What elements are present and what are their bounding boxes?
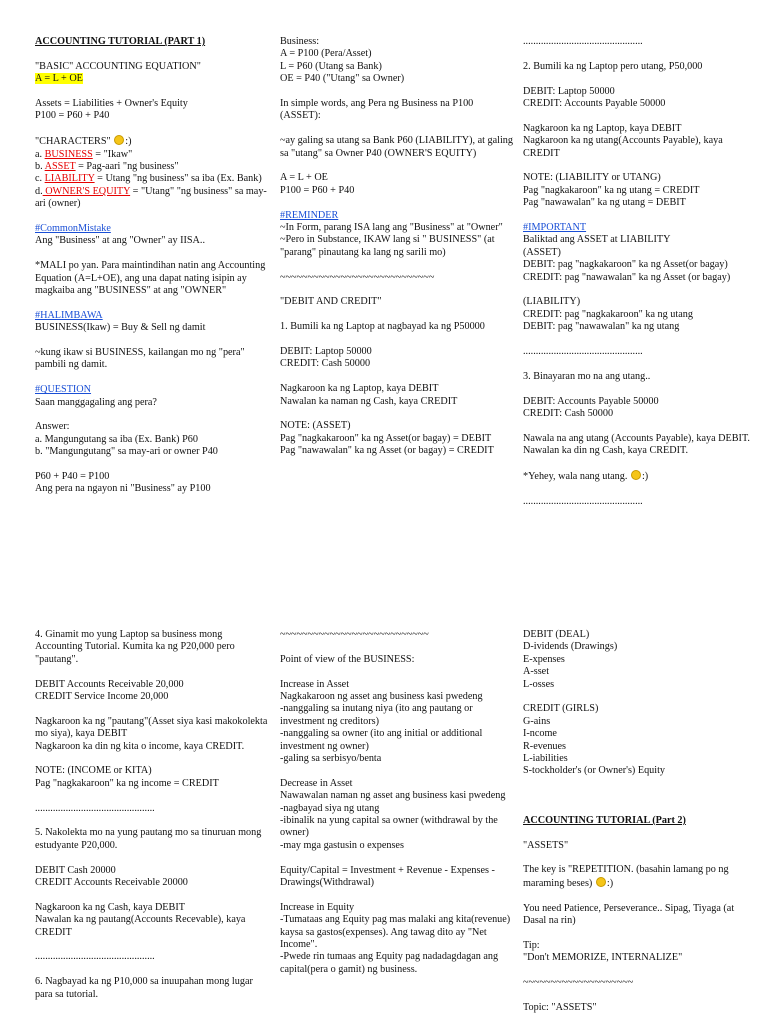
explanation-3: [523, 433, 758, 458]
text-line: L-osses: [523, 678, 555, 690]
emoticon-text: :): [125, 136, 132, 148]
text-line: S-tockholder's (or Owner's) Equity: [523, 765, 666, 777]
example-1-title: 1. Bumili ka ng Laptop at nagbayad ka ng P50000: [280, 321, 485, 333]
smiley-icon: [596, 877, 606, 887]
journal-entry-4: [35, 679, 270, 704]
term-definition: = Utang "ng business" sa iba (Ex. Bank): [94, 173, 262, 185]
text-line: -nagbayad siya ng utang: [280, 802, 380, 814]
text-line: DEBIT: Accounts Payable 50000: [523, 395, 659, 407]
text-line: Pag "nagkakaroon" ka ng utang = CREDIT: [523, 184, 700, 196]
text-line: ~In Form, parang ISA lang ang "Business" at "Owner": [280, 222, 503, 234]
text-line: DEBIT (DEAL): [523, 629, 590, 640]
example-4-title: 4. Ginamit mo yung Laptop sa business mong Accounting Tutorial. Kumita ka ng P20,000 pero "pautang".: [35, 629, 235, 665]
list-marker: d.: [35, 185, 43, 197]
explanation-2: [523, 123, 758, 160]
equation-heading: "BASIC" ACCOUNTING EQUATION": [35, 60, 201, 72]
text-line: D-ividends (Drawings): [523, 641, 618, 653]
text-line: CREDIT Accounts Receivable 20000: [35, 877, 188, 889]
dotted-divider: ...............................................: [35, 951, 155, 963]
text-line: CREDIT: Cash 50000: [523, 408, 614, 420]
tilde-divider: ~~~~~~~~~~~~~~~~~~~~: [523, 977, 634, 989]
halimbawa-block: [35, 310, 270, 335]
text-line: Increase in Asset: [280, 678, 350, 690]
text-line: CREDIT Service Income 20,000: [35, 691, 169, 703]
text-paragraph: ~kung ikaw si BUSINESS, kailangan mo ng "pera" pambili ng damit.: [35, 347, 245, 371]
equation-highlight: A = L + OE: [35, 73, 83, 85]
text-line: Nagkaroon ka ng utang(Accounts Payable), kaya CREDIT: [523, 135, 723, 159]
text-paragraph: ~ay galing sa utang sa Bank P60 (LIABILITY), at galing sa "utang" sa Owner P40 (OWNER'S EQUITY): [280, 135, 513, 159]
business-values: [280, 36, 515, 86]
text-line: Answer:: [35, 421, 70, 433]
equation-repeat: [280, 172, 515, 197]
example-2-title: 2. Bumili ka ng Laptop pero utang, P50,000: [523, 60, 703, 72]
text-line: P100 = P60 + P40: [35, 110, 110, 122]
text-line: b. "Mangungutang" sa may-ari or owner P40: [35, 446, 218, 458]
tilde-divider: ~~~~~~~~~~~~~~~~~~~~~~~~~~~: [280, 629, 429, 640]
text-line: P100 = P60 + P40: [280, 184, 355, 196]
hashtag-question[interactable]: #QUESTION: [35, 384, 92, 396]
note-asset: [280, 420, 515, 457]
text-line: CREDIT: Cash 50000: [280, 358, 371, 370]
column-3-bottom: [523, 629, 758, 1014]
text-paragraph: In simple words, ang Pera ng Business na P100 (ASSET):: [280, 98, 474, 122]
journal-entry-5: [35, 865, 270, 890]
text-line: ~Pero in Substance, IKAW lang si " BUSINESS" (at "parang" pinautang ka lang ng sarili mo): [280, 234, 495, 258]
topic-line: Topic: "ASSETS": [523, 1001, 597, 1013]
question-block: [35, 384, 270, 409]
credit-girls-block: [523, 703, 758, 777]
text-line: Nawala na ang utang (Accounts Payable), kaya DEBIT.: [523, 432, 750, 444]
term-definition: = Pag-aari "ng business": [75, 161, 179, 173]
note-income: [35, 765, 270, 790]
emoticon-text: :): [606, 877, 614, 889]
reminder-block: [280, 210, 515, 260]
hashtag-common-mistake[interactable]: #CommonMistake: [35, 223, 111, 235]
text-line: I-ncome: [523, 728, 557, 740]
text-line: Tip:: [523, 939, 540, 951]
text-line: Increase in Equity: [280, 901, 355, 913]
yehey-line: [523, 470, 758, 483]
journal-entry-2: [523, 86, 758, 111]
text-line: G-ains: [523, 715, 551, 727]
text-line: Nagkaroon ka ng "pautang"(Asset siya kasi makokolekta mo siya), kaya DEBIT: [35, 715, 268, 740]
text-line: R-evenues: [523, 740, 566, 752]
example-5-title: 5. Nakolekta mo na yung pautang mo sa tinuruan mong estudyante P20,000.: [35, 827, 262, 851]
text-line: Assets = Liabilities + Owner's Equity: [35, 98, 188, 109]
dotted-divider: ...............................................: [523, 495, 643, 507]
hashtag-reminder[interactable]: #REMINDER: [280, 209, 339, 221]
mistake-explanation: *MALI po yan. Para maintindihan natin ang Accounting Equation (A=L+OE), ang una dapat nating isipin ay magkaiba ang "BUSINESS" at ang "OWNER": [35, 260, 266, 297]
term-liability: LIABILITY: [44, 173, 95, 185]
text-line: A = P100 (Pera/Asset): [280, 48, 372, 60]
text-line: Nagkaroon ka ng Laptop, kaya DEBIT: [280, 383, 439, 395]
characters-heading: "CHARACTERS": [35, 136, 111, 148]
text-line: "Don't MEMORIZE, INTERNALIZE": [523, 952, 683, 964]
characters-block: [35, 135, 270, 210]
text-line: DEBIT: Laptop 50000: [280, 346, 372, 358]
section-heading: "DEBIT AND CREDIT": [280, 296, 382, 308]
dotted-divider: ...............................................: [35, 802, 155, 814]
text-line: (ASSET): [523, 246, 561, 258]
text-line: "ASSETS": [523, 839, 569, 851]
text-line: Pag "nawawalan" ka ng Asset (or bagay) = CREDIT: [280, 445, 494, 457]
text-line: DEBIT Accounts Receivable 20,000: [35, 678, 184, 690]
text-line: -may mga gastusin o expenses: [280, 839, 404, 851]
sum-block: [35, 471, 270, 496]
debit-deal-block: [523, 629, 758, 691]
text-line: Nawalan ka din ng Cash, kaya CREDIT.: [523, 445, 689, 457]
text-line: DEBIT: pag "nawawalan" ka ng utang: [523, 321, 680, 333]
text-line: Nawalan ka ng pautang(Accounts Recevable), kaya CREDIT: [35, 914, 246, 938]
text-line: Nagkakaroon ng asset ang business kasi pwedeng: [280, 691, 483, 702]
text-line: E-xpenses: [523, 653, 565, 665]
term-owners-equity: OWNER'S EQUITY: [42, 185, 131, 197]
text-line: -Pwede rin tumaas ang Equity pag nadadagdagan ang capital(pera o gamit) ng business.: [280, 951, 499, 975]
term-asset: ASSET: [44, 161, 76, 173]
text-line: NOTE: (INCOME or KITA): [35, 765, 152, 777]
column-2-bottom: [280, 629, 515, 976]
example-3-title: 3. Binayaran mo na ang utang..: [523, 370, 651, 382]
text-line: Pag "nagkakaroon" ka ng income = CREDIT: [35, 777, 219, 789]
text-line: Nawawalan naman ng asset ang business kasi pwedeng: [280, 790, 506, 802]
equation-block: [35, 61, 270, 86]
text-line: A-sset: [523, 666, 550, 678]
text-line: L = P60 (Utang sa Bank): [280, 60, 382, 72]
decrease-asset-block: [280, 778, 515, 852]
text-line: CREDIT: pag "nagkakaroon" ka ng utang: [523, 308, 693, 320]
hashtag-halimbawa[interactable]: #HALIMBAWA: [35, 309, 103, 321]
term-definition: = "Utang" "ng business" sa may-ari (owner): [35, 185, 267, 210]
explanation-4: [35, 716, 270, 753]
text-line: Nagkaroon ka ng Laptop, kaya DEBIT: [523, 122, 682, 134]
text-line: Nagkaroon ka din ng kita o income, kaya CREDIT.: [35, 740, 245, 752]
text-line: -galing sa serbisyo/benta: [280, 753, 382, 765]
text-line: CREDIT: pag "nawawalan" ka ng Asset (or bagay): [523, 271, 731, 283]
page-title: ACCOUNTING TUTORIAL (PART 1): [35, 36, 206, 47]
smiley-icon: [114, 135, 124, 145]
text-line: (LIABILITY): [523, 296, 581, 308]
text-paragraph: You need Patience, Perseverance.. Sipag, Tiyaga (at Dasal na rin): [523, 902, 735, 927]
dotted-divider: ...............................................: [523, 36, 643, 47]
text-line: *Yehey, wala nang utang.: [523, 471, 628, 483]
text-line: Baliktad ang ASSET at LIABILITY: [523, 234, 671, 246]
increase-asset-block: [280, 679, 515, 766]
column-3-top: [523, 36, 758, 508]
text-line: A = L + OE: [280, 172, 328, 184]
list-marker: c.: [35, 173, 45, 185]
column-1-top: [35, 36, 270, 496]
text-line: Pag "nawawalan" ka ng utang = DEBIT: [523, 197, 686, 209]
text-line: -ibinalik na yung capital sa owner (withdrawal by the owner): [280, 815, 498, 839]
text-line: NOTE: (ASSET): [280, 420, 351, 432]
answer-block: [35, 421, 270, 458]
liability-rules: [523, 296, 758, 333]
emoticon-text: :): [641, 471, 649, 483]
text-line: DEBIT Cash 20000: [35, 864, 116, 876]
example-6-title: 6. Nagbayad ka ng P10,000 sa inuupahan mong lugar para sa tutorial.: [35, 976, 253, 1000]
hashtag-important[interactable]: #IMPORTANT: [523, 222, 587, 234]
journal-entry-3: [523, 396, 758, 421]
dotted-divider: ...............................................: [523, 346, 643, 358]
key-repetition: [523, 864, 758, 890]
text-line: -Tumataas ang Equity pag mas malaki ang kita(revenue) kaysa sa gastos(expenses). Ang tawag dito ay "Net Income".: [280, 914, 511, 951]
explanation-1: [280, 383, 515, 408]
text-line: Decrease in Asset: [280, 777, 353, 789]
tip-block: [523, 940, 758, 965]
term-business: BUSINESS: [44, 148, 93, 160]
text-line: Ang "Business" at ang "Owner" ay IISA..: [35, 235, 205, 247]
equity-formula: Equity/Capital = Investment + Revenue - Expenses - Drawings(Withdrawal): [280, 864, 495, 889]
equation-expanded: [35, 98, 270, 123]
term-definition: = "Ikaw": [92, 148, 133, 160]
text-line: OE = P40 ("Utang" sa Owner): [280, 73, 405, 85]
section-heading: Point of view of the BUSINESS:: [280, 653, 415, 665]
text-line: Nagkaroon ka ng Cash, kaya DEBIT: [35, 901, 185, 913]
important-block: [523, 222, 758, 284]
list-marker: b.: [35, 161, 45, 173]
text-line: L-iabilities: [523, 753, 568, 765]
text-line: Pag "nagkakaroon" ka ng Asset(or bagay) = DEBIT: [280, 432, 492, 444]
part-2-title: ACCOUNTING TUTORIAL (Part 2): [523, 814, 686, 826]
text-line: Saan manggagaling ang pera?: [35, 396, 157, 408]
text-line: a. Mangungutang sa iba (Ex. Bank) P60: [35, 433, 198, 445]
text-line: The key is "REPETITION. (basahin lamang po ng maraming beses): [523, 864, 729, 889]
text-line: Nawalan ka naman ng Cash, kaya CREDIT: [280, 395, 458, 407]
text-line: Ang pera na ngayon ni "Business" ay P100: [35, 483, 211, 495]
text-line: BUSINESS(Ikaw) = Buy & Sell ng damit: [35, 322, 206, 334]
increase-equity-block: [280, 902, 515, 976]
text-line: -nanggaling sa inutang niya (ito ang pautang or investment ng creditors): [280, 703, 473, 727]
text-line: DEBIT: Laptop 50000: [523, 85, 615, 97]
text-line: P60 + P40 = P100: [35, 471, 110, 483]
text-line: Business:: [280, 36, 320, 47]
text-line: CREDIT (GIRLS): [523, 703, 599, 715]
journal-entry-1: [280, 346, 515, 371]
list-marker: a.: [35, 148, 45, 160]
common-mistake-block: [35, 223, 270, 248]
explanation-5: [35, 902, 270, 939]
text-line: CREDIT: Accounts Payable 50000: [523, 98, 666, 109]
column-2-top: [280, 36, 515, 458]
column-1-bottom: [35, 629, 270, 1001]
text-line: NOTE: (LIABILITY or UTANG): [523, 172, 661, 184]
text-line: DEBIT: pag "nagkakaroon" ka ng Asset(or bagay): [523, 259, 728, 271]
text-line: -nanggaling sa owner (ito ang initial or additional investment ng owner): [280, 728, 483, 752]
tilde-divider: ~~~~~~~~~~~~~~~~~~~~~~~~~~~~: [280, 271, 435, 283]
smiley-icon: [631, 470, 641, 480]
note-liability: [523, 172, 758, 209]
